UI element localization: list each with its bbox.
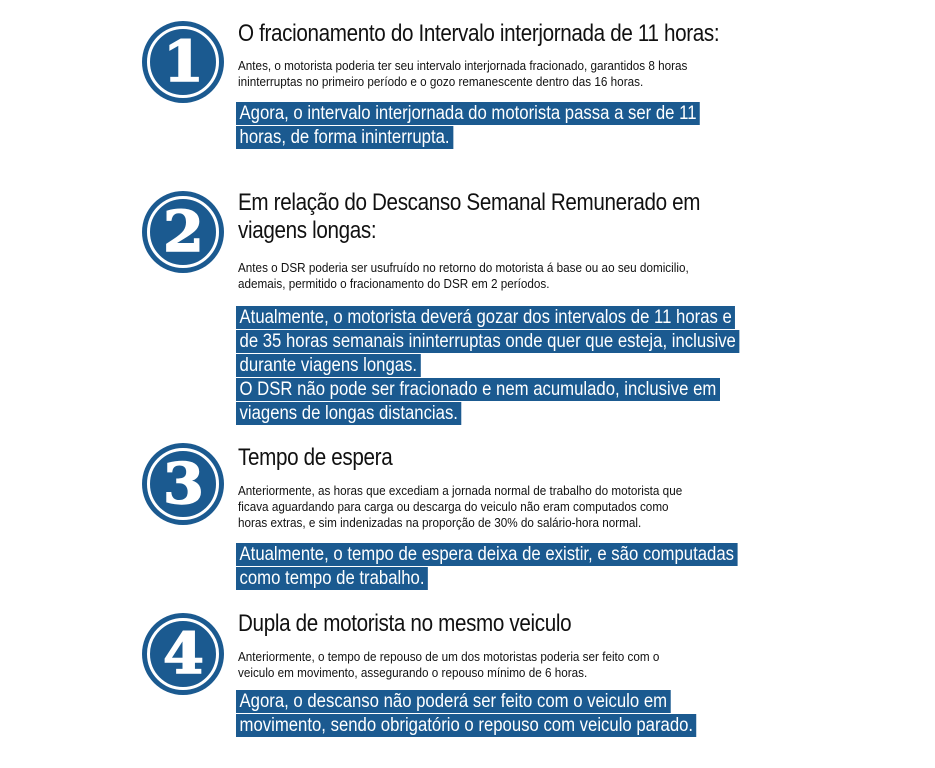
before-line: Antes, o motorista poderia ter seu intervalo interjornada fracionado, garantidos 8 horas xyxy=(238,58,688,73)
before-line: Anteriormente, as horas que excediam a jornada normal de trabalho do motorista que xyxy=(238,483,683,498)
before-line: ficava aguardando para carga ou descarga do veiculo não eram computados como xyxy=(238,499,669,514)
highlight-line: durante viagens longas. xyxy=(236,354,421,377)
before-text xyxy=(238,649,659,681)
before-line: Anteriormente, o tempo de repouso de um dos motoristas poderia ser feito com o xyxy=(238,649,660,664)
highlight-line: Atualmente, o tempo de espera deixa de existir, e são computadas xyxy=(236,543,738,566)
highlight-line: como tempo de trabalho. xyxy=(236,567,428,590)
title-line: viagens longas: xyxy=(238,217,377,244)
item-title: Dupla de motorista no mesmo veiculo xyxy=(238,610,572,637)
badge-number: 2 xyxy=(162,199,204,265)
number-badge-1 xyxy=(142,21,224,103)
before-line: Antes o DSR poderia ser usufruído no retorno do motorista á base ou ao seu domicilio, xyxy=(238,260,689,275)
highlight-line: de 35 horas semanais ininterruptas onde quer que esteja, inclusive xyxy=(236,330,739,353)
now-highlight xyxy=(236,306,739,426)
before-line: horas extras, e sim indenizadas na proporção de 30% do salário-hora normal. xyxy=(238,515,642,530)
number-badge-3 xyxy=(142,443,224,525)
highlight-line: Atualmente, o motorista deverá gozar dos intervalos de 11 horas e xyxy=(236,306,735,329)
highlight-line: Agora, o intervalo interjornada do motorista passa a ser de 11 xyxy=(236,102,700,125)
item-title: Tempo de espera xyxy=(238,444,393,471)
now-highlight xyxy=(236,690,697,738)
highlight-line: movimento, sendo obrigatório o repouso com veiculo parado. xyxy=(236,714,697,737)
before-text xyxy=(238,483,682,531)
before-text xyxy=(238,260,689,292)
item-title: O fracionamento do Intervalo interjornada de 11 horas: xyxy=(238,20,720,47)
before-line: veiculo em movimento, assegurando o repouso mínimo de 6 horas. xyxy=(238,665,588,680)
number-badge-4 xyxy=(142,613,224,695)
badge-number: 3 xyxy=(162,451,204,517)
number-badge-2 xyxy=(142,191,224,273)
highlight-line: horas, de forma ininterrupta. xyxy=(236,126,453,149)
highlight-line: Agora, o descanso não poderá ser feito com o veiculo em xyxy=(236,690,671,713)
highlight-line: viagens de longas distancias. xyxy=(236,402,461,425)
before-text xyxy=(238,58,687,90)
before-line: ininterruptas no primeiro período e o gozo remanescente dentro das 16 horas. xyxy=(238,74,644,89)
now-highlight xyxy=(236,102,700,150)
item-title xyxy=(238,189,700,245)
highlight-line: O DSR não pode ser fracionado e nem acumulado, inclusive em xyxy=(236,378,720,401)
now-highlight xyxy=(236,543,738,591)
title-line: Em relação do Descanso Semanal Remunerado em xyxy=(238,189,701,216)
badge-number: 1 xyxy=(162,29,204,95)
before-line: ademais, permitido o fracionamento do DSR em 2 períodos. xyxy=(238,276,550,291)
badge-number: 4 xyxy=(162,621,204,687)
